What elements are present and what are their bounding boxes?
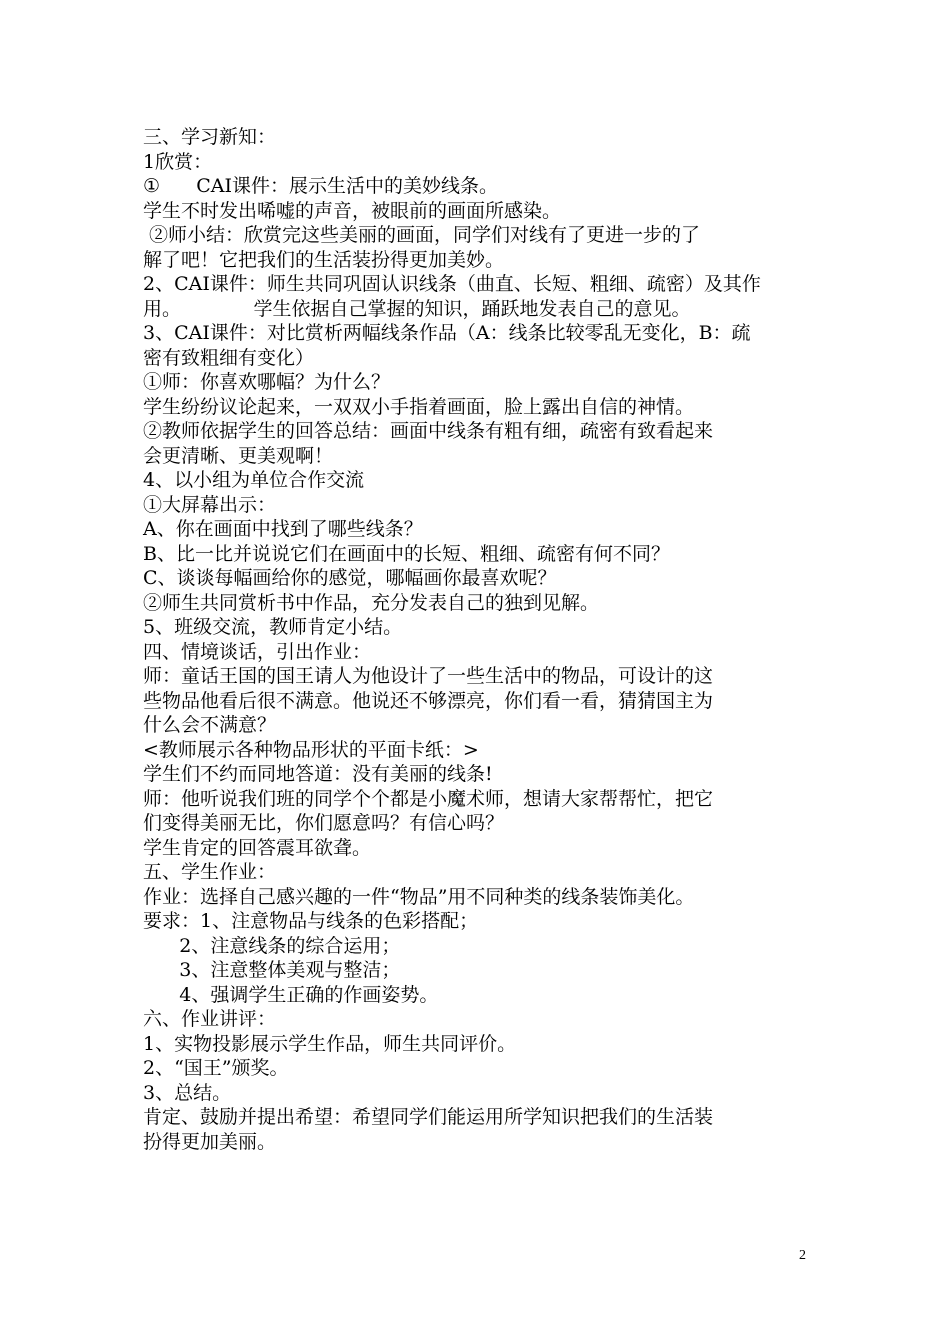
text-line: 2、注意线条的综合运用； [143, 934, 401, 957]
text-line: 们变得美丽无比，你们愿意吗？有信心吗？ [143, 812, 505, 834]
text-line: 1、实物投影展示学生作品，师生共同评价。 [143, 1032, 517, 1055]
text-line: B、比一比并说说它们在画面中的长短、粗细、疏密有何不同？ [143, 542, 670, 565]
text-line: 密有致粗细有变化） [143, 346, 315, 369]
text-line: 3、CAI课件：对比赏析两幅线条作品（A：线条比较零乱无变化，B：疏 [143, 322, 751, 344]
text-line: 学生纷纷议论起来，一双双小手指着画面，脸上露出自信的神情。 [143, 395, 695, 418]
document-body [143, 125, 813, 1154]
text-line: 三、学习新知： [143, 126, 277, 148]
text-line: 六、作业讲评： [143, 1008, 277, 1030]
text-line: 4、以小组为单位合作交流 [143, 469, 365, 491]
text-line: 扮得更加美丽。 [143, 1130, 277, 1153]
text-line: 2、CAI课件：师生共同巩固认识线条（曲直、长短、粗细、疏密）及其作 [143, 273, 761, 295]
text-line: C、谈谈每幅画给你的感觉，哪幅画你最喜欢呢？ [143, 567, 557, 589]
text-line: ① CAI课件：展示生活中的美妙线条。 [143, 175, 499, 197]
text-line: 5、班级交流，教师肯定小结。 [143, 616, 403, 638]
text-line: 3、总结。 [143, 1081, 232, 1104]
text-line: ②师小结：欣赏完这些美丽的画面，同学们对线有了更进一步的了 [143, 224, 701, 246]
text-line: 学生们不约而同地答道：没有美丽的线条! [143, 763, 493, 785]
text-line: 师：童话王国的国王请人为他设计了一些生活中的物品，可设计的这 [143, 665, 714, 687]
text-line: <教师展示各种物品形状的平面卡纸：> [143, 738, 479, 761]
text-line: 用。 学生依据自己掌握的知识，踊跃地发表自己的意见。 [143, 297, 691, 320]
text-line: 1欣赏： [143, 150, 213, 173]
text-line: 3、注意整体美观与整洁； [143, 959, 401, 981]
page-number: 2 [799, 1248, 806, 1263]
text-line: 肯定、鼓励并提出希望：希望同学们能运用所学知识把我们的生活装 [143, 1106, 714, 1128]
text-line: 学生肯定的回答震耳欲聋。 [143, 836, 372, 859]
text-line: 解了吧！它把我们的生活装扮得更加美妙。 [143, 248, 505, 271]
text-line: 些物品他看后很不满意。他说还不够漂亮，你们看一看，猜猜国主为 [143, 689, 714, 712]
text-line: 会更清晰、更美观啊！ [143, 444, 334, 467]
text-line: ①师：你喜欢哪幅？为什么？ [143, 371, 391, 393]
text-line: ②教师依据学生的回答总结：画面中线条有粗有细，疏密有致看起来 [143, 420, 714, 442]
text-line: 师：他听说我们班的同学个个都是小魔术师，想请大家帮帮忙，把它 [143, 787, 714, 810]
text-line: A、你在画面中找到了哪些线条？ [143, 518, 423, 540]
text-line: 五、学生作业： [143, 861, 277, 883]
text-line: ②师生共同赏析书中作品，充分发表自己的独到见解。 [143, 591, 600, 614]
text-line: 什么会不满意？ [143, 714, 277, 736]
text-line: 4、强调学生正确的作画姿势。 [143, 983, 439, 1006]
text-line: 学生不时发出唏嘘的声音，被眼前的画面所感染。 [143, 199, 562, 222]
text-line: ①大屏幕出示： [143, 493, 277, 516]
text-line: 作业：选择自己感兴趣的一件“物品”用不同种类的线条装饰美化。 [143, 885, 695, 908]
text-line: 要求：1、注意物品与线条的色彩搭配； [143, 910, 479, 932]
text-line: 2、“国王”颁奖。 [143, 1057, 289, 1079]
text-line: 四、情境谈话，引出作业： [143, 640, 372, 663]
